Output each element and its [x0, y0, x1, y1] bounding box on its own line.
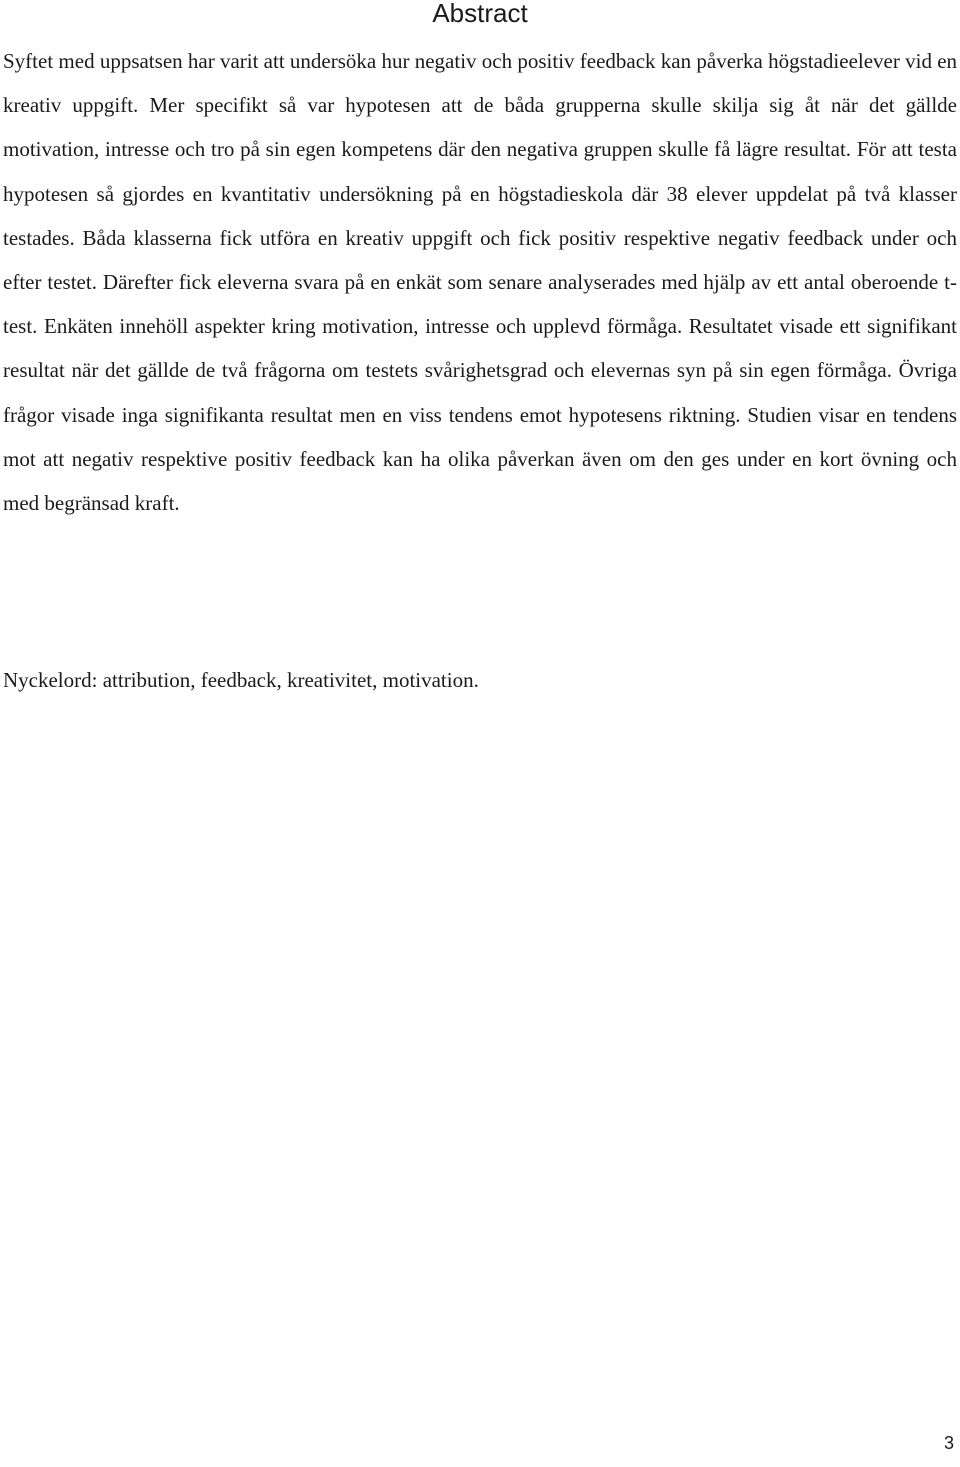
abstract-paragraph: Syftet med uppsatsen har varit att undersöka hur negativ och positiv feedback kan påverka högstadieelever vid en kreativ uppgift. Mer specifikt så var hypotesen att de båda grupperna skulle skilja sig åt när det gällde motivation, intresse och tro på sin egen kompetens där den negativa gruppen skulle få lägre resultat. För att testa hypotesen så gjordes en kvantitativ undersökning på en högstadieskola där 38 elever uppdelat på två klasser testades. Båda klasserna fick utföra en kreativ uppgift och fick positiv respektive negativ feedback under och efter testet. Därefter fick eleverna svara på en enkät som senare analyserades med hjälp av ett antal oberoende t-test. Enkäten innehöll aspekter kring motivation, intresse och upplevd förmåga. Resultatet visade ett signifikant resultat när det gällde de två frågorna om testets svårighetsgrad och elevernas syn på sin egen förmåga. Övriga frågor visade inga signifikanta resultat men en viss tendens emot hypotesens riktning. Studien visar en tendens mot att negativ respektive positiv feedback kan ha olika påverkan även om den ges under en kort övning och med begränsad kraft.	[3, 49, 958, 516]
keywords-line: Nyckelord: attribution, feedback, kreativitet, motivation.	[3, 668, 479, 692]
page-number: 3	[943, 1433, 954, 1453]
abstract-heading: Abstract	[432, 0, 528, 28]
